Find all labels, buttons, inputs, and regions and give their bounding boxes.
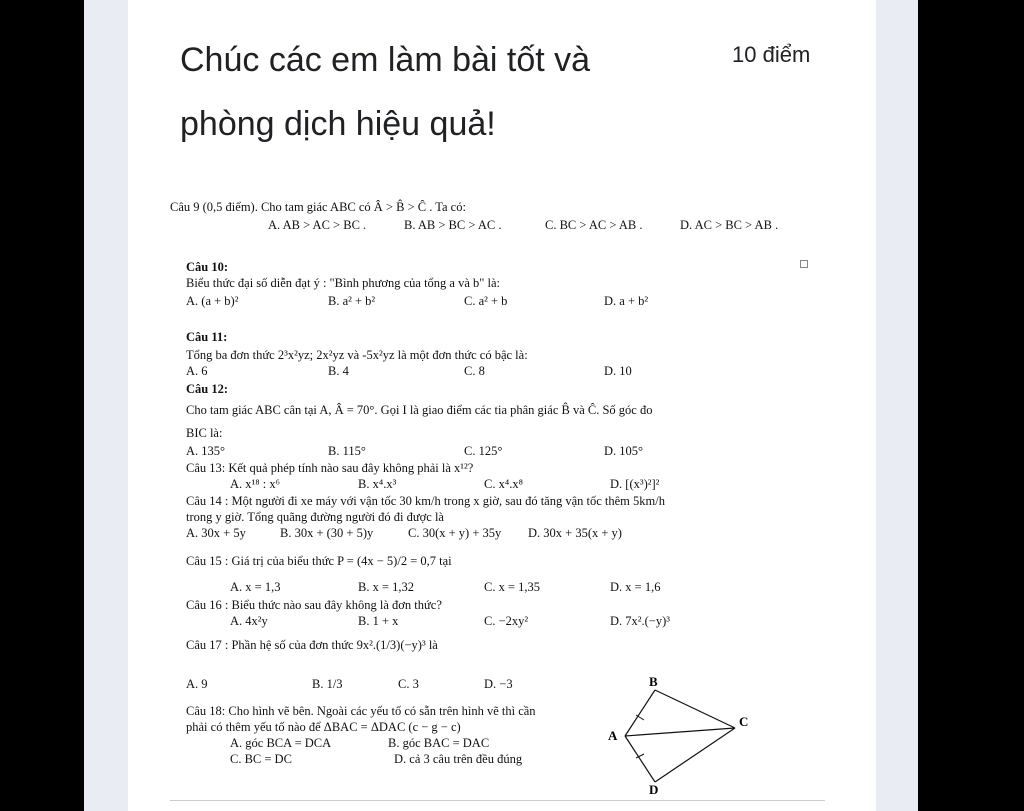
q12-option-a: A. 135° (186, 444, 226, 458)
q14-option-a: A. 30x + 5y (186, 526, 246, 540)
q10-option-b: B. a² + b² (328, 294, 376, 308)
question-image (150, 190, 850, 796)
q13-stem: Câu 13: Kết quả phép tính nào sau đây không phải là x¹²? (186, 461, 474, 475)
q18-option-b: B. góc BAC = DAC (388, 736, 490, 750)
q11-option-b: B. 4 (328, 364, 349, 378)
q18-option-a: A. góc BCA = DCA (230, 736, 332, 750)
q12-option-b: B. 115° (328, 444, 366, 458)
q10-option-c: C. a² + b (464, 294, 508, 308)
q16-option-c: C. −2xy² (484, 614, 529, 628)
right-black-border (918, 0, 1024, 811)
q13-option-c: C. x⁴.x⁸ (484, 477, 523, 491)
q11-option-d: D. 10 (604, 364, 632, 378)
right-margin (876, 0, 918, 811)
q10-heading: Câu 10: (186, 260, 229, 274)
q9-option-d: D. AC > BC > AB . (680, 218, 779, 232)
q9-option-a: A. AB > AC > BC . (268, 218, 367, 232)
q12-option-d: D. 105° (604, 444, 644, 458)
q15-stem: Câu 15 : Giá trị của biểu thức P = (4x − 5)/2 = 0,7 tại (186, 554, 452, 568)
q14-option-d: D. 30x + 35(x + y) (528, 526, 622, 540)
triangle-figure (600, 676, 760, 796)
q18-stem-2: phải có thêm yếu tố nào để ΔBAC = ΔDAC (c − g − c) (186, 720, 461, 734)
q14-option-c: C. 30(x + y) + 35y (408, 526, 502, 540)
checkbox-marker (800, 260, 808, 268)
card-divider (170, 800, 825, 801)
title-line-2: phòng dịch hiệu quả! (180, 105, 496, 143)
title-line-1: Chúc các em làm bài tốt và (180, 41, 591, 79)
q11-stem: Tổng ba đơn thức 2³x²yz; 2x²yz và -5x²yz là một đơn thức có bậc là: (186, 348, 528, 362)
figure-edge-bc (655, 690, 735, 728)
q9-stem: Câu 9 (0,5 điểm). Cho tam giác ABC có Â > B̂ > Ĉ . Ta có: (170, 200, 466, 214)
figure-edge-ad (625, 736, 655, 782)
figure-label-a: A (608, 728, 618, 743)
q13-option-a: A. x¹⁸ : x⁶ (230, 477, 280, 491)
q15-option-d: D. x = 1,6 (610, 580, 661, 594)
q17-option-d: D. −3 (484, 677, 513, 691)
q18-stem: Câu 18: Cho hình vẽ bên. Ngoài các yếu tố có sẵn trên hình vẽ thì cần (186, 704, 536, 718)
q16-option-b: B. 1 + x (358, 614, 399, 628)
form-title (180, 32, 720, 152)
q12-option-c: C. 125° (464, 444, 503, 458)
q16-option-d: D. 7x².(−y)³ (610, 614, 671, 628)
q11-heading: Câu 11: (186, 330, 228, 344)
figure-label-b: B (649, 676, 658, 689)
q16-option-a: A. 4x²y (230, 614, 268, 628)
q18-option-d: D. cả 3 câu trên đều đúng (394, 752, 523, 766)
figure-edge-ac (625, 728, 735, 736)
q12-stem: Cho tam giác ABC cân tại A, Â = 70°. Gọi I là giao điểm các tia phân giác B̂ và Ĉ. Số góc đo (186, 403, 653, 417)
q17-option-b: B. 1/3 (312, 677, 343, 691)
q9-option-c: C. BC > AC > AB . (545, 218, 643, 232)
points-label: 10 điểm (732, 42, 811, 67)
q17-stem: Câu 17 : Phần hệ số của đơn thức 9x².(1/3)(−y)³ là (186, 638, 438, 652)
q14-stem-2: trong y giờ. Tổng quãng đường người đó đi được là (186, 510, 444, 524)
q9-option-b: B. AB > BC > AC . (404, 218, 502, 232)
q15-option-c: C. x = 1,35 (484, 580, 541, 594)
q16-stem: Câu 16 : Biểu thức nào sau đây không là đơn thức? (186, 598, 442, 612)
q15-option-b: B. x = 1,32 (358, 580, 415, 594)
left-black-border (0, 0, 84, 811)
q10-option-d: D. a + b² (604, 294, 649, 308)
left-margin (84, 0, 128, 811)
figure-label-d: D (649, 782, 659, 796)
q17-option-a: A. 9 (186, 677, 208, 691)
figure-edge-dc (655, 728, 735, 782)
q10-stem: Biểu thức đại số diễn đạt ý : "Bình phương của tổng a và b" là: (186, 276, 500, 290)
figure-label-c: C (739, 714, 749, 729)
q14-option-b: B. 30x + (30 + 5)y (280, 526, 374, 540)
q10-option-a: A. (a + b)² (186, 294, 239, 308)
q12-stem-2: BIC là: (186, 426, 223, 440)
q14-stem: Câu 14 : Một người đi xe máy với vận tốc 30 km/h trong x giờ, sau đó tăng vận tốc thêm 5km/h (186, 494, 665, 508)
q11-option-a: A. 6 (186, 364, 208, 378)
q13-option-b: B. x⁴.x³ (358, 477, 397, 491)
q17-option-c: C. 3 (398, 677, 419, 691)
q13-option-d: D. [(x³)²]² (610, 477, 660, 491)
q12-heading: Câu 12: (186, 382, 229, 396)
q15-option-a: A. x = 1,3 (230, 580, 281, 594)
q18-option-c: C. BC = DC (230, 752, 292, 766)
figure-edge-ab (625, 690, 655, 736)
q11-option-c: C. 8 (464, 364, 485, 378)
